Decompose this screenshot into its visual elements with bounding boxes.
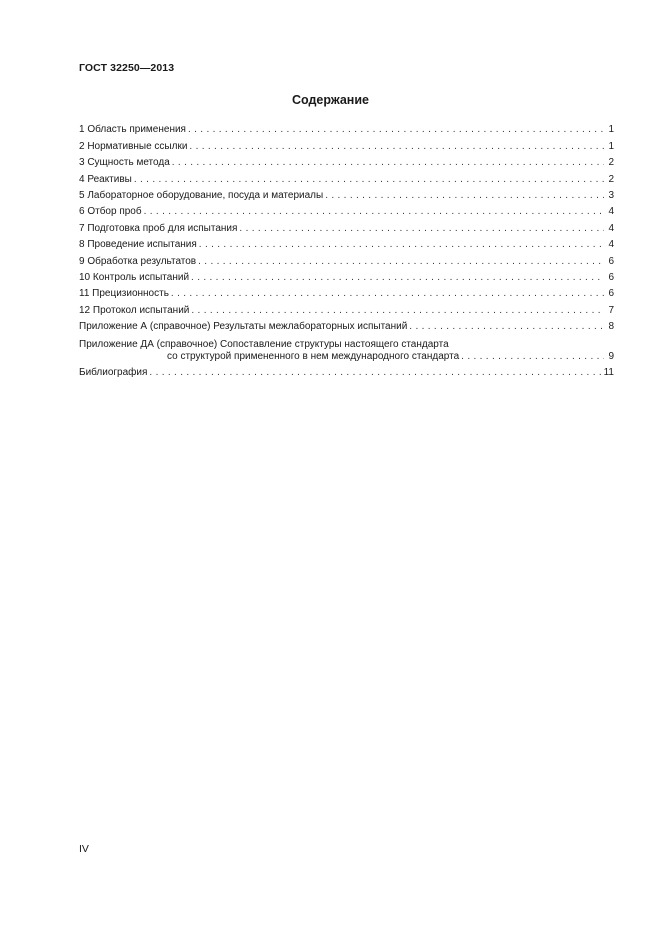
toc-entry-label: 10 Контроль испытаний bbox=[79, 271, 190, 283]
toc-entry-label: 11 Прецизионность bbox=[79, 288, 169, 300]
toc-entry-page: 6 bbox=[608, 255, 614, 267]
toc-entry-reagents[interactable] bbox=[79, 169, 614, 185]
toc-entry-page: 1 bbox=[608, 140, 614, 152]
toc-leader-dots bbox=[409, 321, 604, 333]
toc-entry-page: 2 bbox=[608, 157, 614, 169]
toc-entry-label: 9 Обработка результатов bbox=[79, 255, 197, 267]
toc-leader-dots bbox=[198, 256, 604, 268]
toc-entry-label-line2: со структурой примененного в нем международного стандарта bbox=[167, 351, 460, 363]
toc-entry-label-line1: Приложение ДА (справочное) Сопоставление структуры настоящего стандарта bbox=[79, 339, 449, 351]
toc-entry-page: 3 bbox=[608, 189, 614, 201]
toc-entry-sampling[interactable] bbox=[79, 202, 614, 218]
toc-leader-dots bbox=[191, 305, 604, 317]
toc-entry-label: Библиография bbox=[79, 367, 148, 379]
toc-leader-dots bbox=[191, 272, 604, 284]
toc-entry-label: Приложение А (справочное) Результаты межлабораторных испытаний bbox=[79, 321, 408, 333]
toc-entry-procedure[interactable] bbox=[79, 235, 614, 251]
page-number: IV bbox=[79, 843, 89, 855]
toc-entry-label: 3 Сущность метода bbox=[79, 157, 170, 169]
toc-leader-dots bbox=[189, 141, 604, 153]
toc-entry-method[interactable] bbox=[79, 153, 614, 169]
toc-entry-label bbox=[79, 339, 459, 363]
toc-entry-page: 6 bbox=[608, 288, 614, 300]
toc-entry-page: 7 bbox=[608, 304, 614, 316]
toc-leader-dots bbox=[239, 223, 604, 235]
toc-entry-page: 4 bbox=[608, 239, 614, 251]
toc-leader-dots bbox=[171, 288, 604, 300]
toc-leader-dots bbox=[149, 367, 601, 379]
toc-leader-dots bbox=[172, 157, 604, 169]
toc-entry-control[interactable] bbox=[79, 268, 614, 284]
toc-entry-appendix-da[interactable] bbox=[79, 333, 614, 363]
toc-leader-dots bbox=[325, 190, 604, 202]
toc-entry-label: 8 Проведение испытания bbox=[79, 239, 197, 251]
toc-entry-page: 9 bbox=[608, 351, 614, 363]
toc-entry-page: 8 bbox=[608, 321, 614, 333]
toc-entry-label: 12 Протокол испытаний bbox=[79, 304, 190, 316]
table-of-contents bbox=[79, 120, 614, 379]
toc-entry-results[interactable] bbox=[79, 251, 614, 267]
toc-entry-page: 1 bbox=[608, 124, 614, 136]
toc-entry-references[interactable] bbox=[79, 136, 614, 152]
toc-entry-label: 7 Подготовка проб для испытания bbox=[79, 222, 238, 234]
toc-entry-bibliography[interactable] bbox=[79, 363, 614, 379]
toc-entry-label: 2 Нормативные ссылки bbox=[79, 140, 188, 152]
toc-leader-dots bbox=[461, 351, 604, 363]
toc-entry-appendix-a[interactable] bbox=[79, 317, 614, 333]
toc-entry-label: 6 Отбор проб bbox=[79, 206, 142, 218]
toc-entry-page: 2 bbox=[608, 173, 614, 185]
toc-entry-sample-prep[interactable] bbox=[79, 218, 614, 234]
toc-entry-label: 1 Область применения bbox=[79, 124, 186, 136]
toc-entry-precision[interactable] bbox=[79, 284, 614, 300]
toc-entry-label: 4 Реактивы bbox=[79, 173, 132, 185]
toc-entry-page: 4 bbox=[608, 222, 614, 234]
toc-leader-dots bbox=[134, 174, 604, 186]
toc-entry-equipment[interactable] bbox=[79, 186, 614, 202]
toc-entry-page: 4 bbox=[608, 206, 614, 218]
toc-entry-report[interactable] bbox=[79, 300, 614, 316]
toc-entry-scope[interactable] bbox=[79, 120, 614, 136]
toc-leader-dots bbox=[199, 239, 604, 251]
toc-entry-label: 5 Лабораторное оборудование, посуда и материалы bbox=[79, 189, 324, 201]
toc-entry-page: 6 bbox=[608, 271, 614, 283]
toc-leader-dots bbox=[144, 206, 604, 218]
document-code: ГОСТ 32250—2013 bbox=[79, 62, 175, 74]
page-title: Содержание bbox=[291, 93, 369, 107]
toc-leader-dots bbox=[188, 124, 604, 136]
toc-entry-page: 11 bbox=[603, 367, 614, 379]
